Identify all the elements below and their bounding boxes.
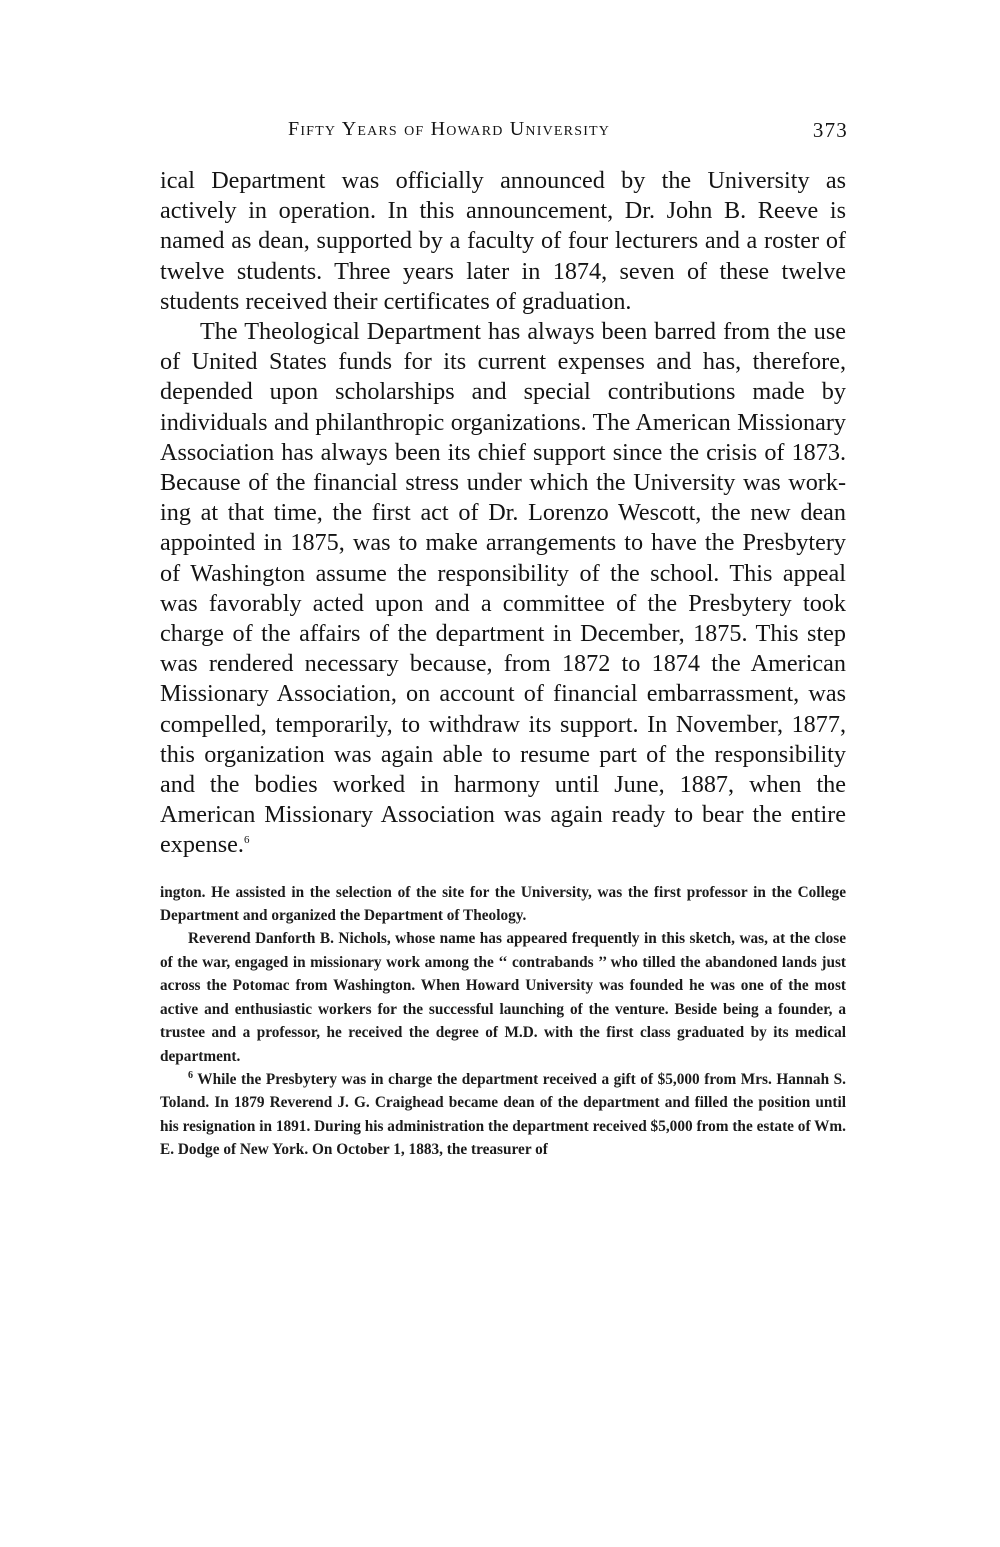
- body-text: [160, 166, 846, 861]
- paragraph-text: ical Department was officially announced by the University as actively in operation. In this announcement, Dr. John B. Reeve is named as dean, supported by a faculty of four lecturers and a roster of twelve students. Three years later in 1874, seven of these twelve students received their certificates of graduation.: [160, 167, 846, 315]
- running-head: [160, 112, 846, 148]
- footnote-6: [160, 1068, 846, 1162]
- footnotes: [160, 881, 846, 1162]
- paragraph-text: The Theological Department has always been barred from the use of United States funds for its current expenses and has, therefore, depended upon scholarships and special contributions made by individuals and philanthropic organizations. The American Missionary Association has always been its chief support since the crisis of 1873. Because of the financial stress under which the University was working at that time, the first act of Dr. Lorenzo Wescott, the new dean appointed in 1875, was to make arrangements to have the Presbytery of Washington assume the responsibility of the school. This appeal was favorably acted upon and a committee of the Presbytery took charge of the affairs of the department in December, 1875. This step was rendered necessary because, from 1872 to 1874 the American Missionary Association, on account of financial embarrassment, was compelled, temporarily, to withdraw its support. In November, 1877, this organization was again able to resume part of the responsibility and the bodies worked in harmony until June, 1887, when the American Missionary Association was again ready to bear the entire expense.: [160, 318, 846, 859]
- footnote-nichols: Reverend Danforth B. Nichols, whose name has appeared frequently in this sketch, was, at the close of the war, engaged in missionary work among the ‘‘ contrabands ’’ who tilled the abandoned lands just across the Potomac from Washington. When Howard University was founded he was one of the most active and enthusiastic workers for the successful launching of the venture. Beside being a founder, a trustee and a professor, he received the degree of M.D. with the first class graduated by its medical department.: [160, 930, 846, 1065]
- body-paragraph: [160, 166, 846, 317]
- page-number: 373: [812, 118, 848, 142]
- running-title: Fifty Years of Howard University: [288, 118, 611, 140]
- book-page: [160, 112, 846, 1162]
- footnote-marker: 6: [188, 1069, 193, 1081]
- footnote-reference: 6: [243, 834, 250, 847]
- footnote-6-text: While the Presbytery was in charge the department received a gift of $5,000 from Mrs. Hannah S. Toland. In 1879 Reverend J. G. Craighead became dean of the department and filled the position until his resignation in 1891. During his administration the department received $5,000 from the estate of Wm. E. Dodge of New York. On October 1, 1883, the treasurer of: [160, 1070, 846, 1159]
- body-paragraph: [160, 317, 846, 861]
- footnote-continuation: ington. He assisted in the selection of the site for the University, was the first professor in the College Department and organized the Department of Theology.: [160, 883, 846, 925]
